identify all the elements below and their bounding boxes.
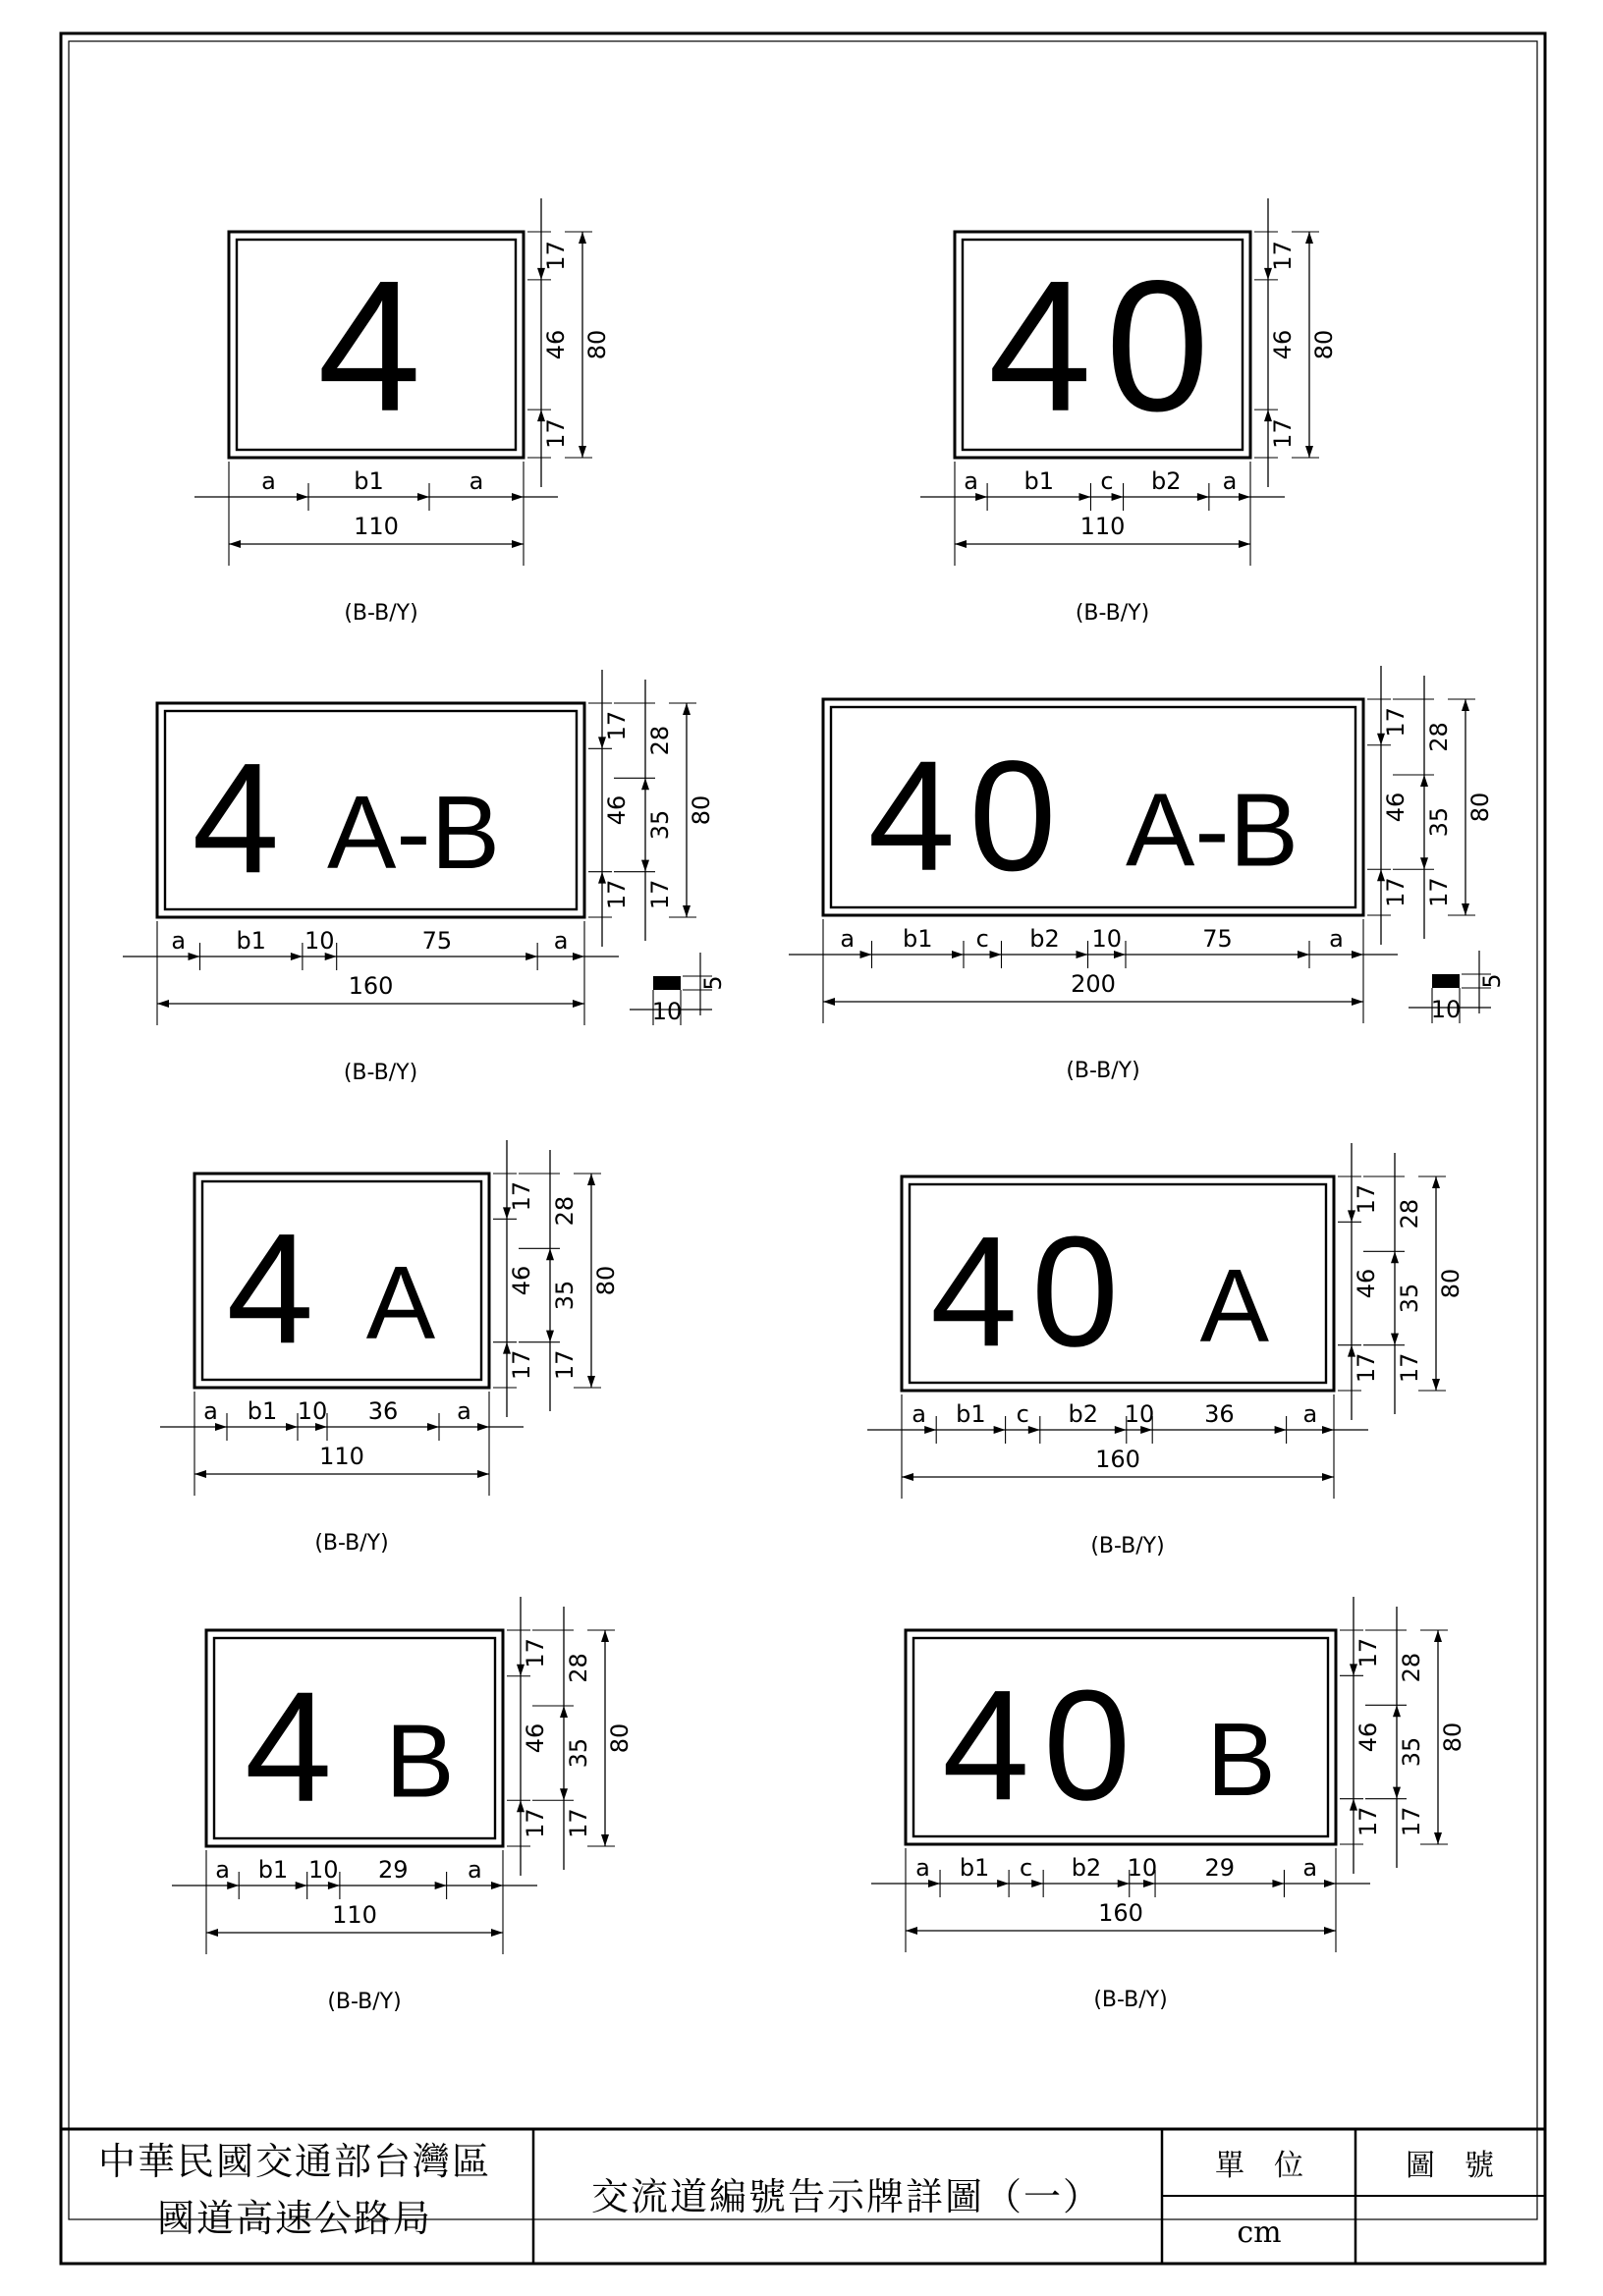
dim-v-top: 17 — [522, 1638, 549, 1668]
drawing-no-label: 圖 號 — [1406, 2149, 1494, 2183]
sign-suffix: A — [1199, 1247, 1270, 1364]
arrow-head — [955, 540, 967, 548]
arrow-head — [296, 1882, 307, 1889]
dim-h-segment: a — [203, 1397, 218, 1425]
arrow-head — [924, 1426, 936, 1434]
arrow-head — [1197, 493, 1209, 501]
arrow-head — [1322, 1473, 1334, 1481]
dim-v-inner-bot: 17 — [565, 1808, 592, 1838]
arrow-head — [683, 703, 691, 715]
dim-total-height: 80 — [583, 329, 611, 360]
arrow-head — [902, 1473, 913, 1481]
dim-h-segment: a — [553, 927, 569, 955]
dim-v-inner-bot: 17 — [646, 879, 674, 910]
dim-v-inner-top: 28 — [1425, 722, 1453, 752]
signs-layer — [123, 198, 1506, 2014]
arrow-head — [587, 1376, 595, 1388]
dim-h-segment: b1 — [236, 927, 266, 955]
arrow-head — [1462, 903, 1469, 915]
arrow-head — [1275, 1426, 1287, 1434]
dim-total-height: 80 — [606, 1722, 634, 1754]
color-code-caption: (B-B/Y) — [1075, 601, 1150, 626]
arrow-head — [573, 1000, 584, 1008]
dim-h-segment: 10 — [1124, 1400, 1155, 1428]
dim-h-segment: a — [964, 467, 978, 495]
arrow-head — [1393, 1705, 1401, 1717]
sign-number: 40 — [930, 1203, 1133, 1380]
dim-v-bot: 17 — [542, 418, 570, 449]
arrow-head — [1305, 446, 1313, 458]
sign-detail-40b — [871, 1597, 1466, 2012]
arrow-head — [229, 540, 241, 548]
dim-v-inner-bot: 17 — [1396, 1352, 1423, 1384]
dim-h-segment: a — [215, 1856, 230, 1884]
sign-number: 40 — [867, 727, 1071, 903]
sign-suffix: A — [365, 1244, 436, 1361]
arrow-head — [683, 905, 691, 917]
dim-v-top: 17 — [1354, 1637, 1382, 1668]
arrow-head — [579, 232, 586, 244]
arrow-head — [546, 1331, 554, 1342]
arrow-head — [206, 1929, 218, 1937]
arrow-head — [1272, 1880, 1284, 1887]
dim-h-segment: a — [840, 925, 856, 953]
sign-number: 4 — [245, 1658, 347, 1834]
dim-total-width: 110 — [319, 1443, 364, 1470]
arrow-head — [1432, 1379, 1440, 1391]
dim-h-segment: b1 — [257, 1856, 289, 1884]
dim-total-width: 160 — [1095, 1446, 1140, 1473]
dash-detail-block — [1432, 974, 1460, 988]
arrow-head — [990, 951, 1002, 958]
arrow-head — [286, 1423, 298, 1431]
arrow-head — [601, 1834, 609, 1846]
sign-detail-4a — [160, 1140, 620, 1556]
dim-v-mid: 46 — [1382, 792, 1410, 823]
arrow-head — [906, 1927, 917, 1935]
title-block — [61, 2129, 1545, 2264]
arrow-head — [1352, 951, 1363, 958]
agency-line-2: 國道高速公路局 — [156, 2197, 433, 2240]
arrow-head — [417, 493, 429, 501]
dim-h-segment: a — [457, 1397, 471, 1425]
dim-v-mid: 46 — [1269, 329, 1297, 360]
dim-v-inner-bot: 17 — [551, 1349, 579, 1381]
arrow-head — [435, 1882, 447, 1889]
dim-h-segment: b1 — [354, 467, 384, 495]
sign-number: 4 — [226, 1200, 328, 1377]
dim-h-segment: 75 — [421, 927, 453, 955]
dim-v-bot: 17 — [1354, 1806, 1382, 1837]
dim-h-segment: a — [1302, 1400, 1318, 1428]
arrow-head — [1239, 540, 1250, 548]
arrow-head — [1391, 1334, 1399, 1345]
dim-h-segment: a — [467, 1856, 482, 1884]
dim-v-bot: 17 — [508, 1349, 535, 1381]
dim-h-segment: b2 — [1150, 467, 1182, 495]
dim-v-bot: 17 — [522, 1808, 549, 1838]
arrow-head — [1239, 493, 1250, 501]
arrow-head — [194, 1470, 206, 1478]
dim-v-inner-top: 28 — [565, 1653, 592, 1683]
dim-h-segment: 29 — [377, 1856, 409, 1884]
arrow-head — [641, 860, 649, 872]
arrow-head — [1393, 1787, 1401, 1799]
arrow-head — [291, 953, 303, 960]
dim-total-height: 80 — [592, 1265, 620, 1296]
sign-detail-4a-b — [123, 670, 727, 1085]
arrow-head — [560, 1788, 568, 1800]
sign-detail-4b — [172, 1597, 634, 2014]
dim-h-segment: a — [469, 467, 484, 495]
sign-number: 4 — [317, 242, 435, 451]
arrow-head — [1077, 951, 1088, 958]
arrow-head — [573, 953, 584, 960]
dim-h-segment: a — [1302, 1854, 1318, 1882]
dim-total-height: 80 — [1437, 1268, 1465, 1299]
dim-v-inner-top: 28 — [646, 725, 674, 756]
arrow-head — [994, 1426, 1006, 1434]
color-code-caption: (B-B/Y) — [343, 1061, 418, 1085]
dim-v-inner-top: 28 — [551, 1195, 579, 1227]
dim-v-top: 17 — [603, 710, 631, 741]
sheet-title: 交流道編號告示牌詳圖（一） — [590, 2175, 1103, 2218]
dim-h-segment: 10 — [1127, 1854, 1158, 1882]
dim-v-top: 17 — [542, 241, 570, 271]
arrow-head — [1352, 998, 1363, 1006]
dim-total-width: 110 — [332, 1901, 377, 1929]
dim-v-mid: 46 — [508, 1265, 535, 1296]
dim-total-width: 110 — [1079, 513, 1126, 540]
arrow-head — [1078, 493, 1090, 501]
dim-h-segment: a — [171, 927, 187, 955]
dim-h-segment: 10 — [304, 927, 335, 955]
dim-total-width: 160 — [1098, 1899, 1143, 1927]
dim-total-width: 160 — [348, 972, 394, 1000]
dim-total-width: 200 — [1071, 970, 1116, 998]
sign-number: 4 — [192, 730, 294, 906]
arrow-head — [1434, 1832, 1442, 1844]
dim-h-segment: 36 — [1204, 1400, 1235, 1428]
dim-v-mid: 46 — [603, 794, 631, 826]
arrow-head — [1391, 1251, 1399, 1263]
dim-h-segment: a — [915, 1854, 930, 1882]
dash-detail-block — [653, 976, 681, 990]
arrow-head — [427, 1423, 439, 1431]
dim-v-bot: 17 — [1269, 418, 1297, 449]
arrow-head — [1324, 1927, 1336, 1935]
dash-detail-height: 5 — [699, 975, 727, 991]
arrow-head — [1432, 1176, 1440, 1188]
dim-h-segment: b2 — [1068, 1400, 1099, 1428]
dim-h-segment: b2 — [1029, 925, 1060, 953]
arrow-head — [997, 1880, 1009, 1887]
dim-h-segment: c — [1100, 467, 1114, 495]
sign-suffix: A-B — [326, 774, 501, 891]
arrow-head — [525, 953, 537, 960]
dim-v-inner-bot: 17 — [1425, 877, 1453, 907]
dim-h-segment: 10 — [1091, 925, 1123, 953]
arrow-head — [579, 446, 586, 458]
dim-h-segment: a — [1222, 467, 1238, 495]
dim-v-bot: 17 — [1353, 1352, 1380, 1384]
sign-detail-40 — [920, 198, 1338, 626]
dim-v-inner-bot: 17 — [1398, 1806, 1425, 1837]
arrow-head — [157, 1000, 169, 1008]
arrow-head — [1420, 857, 1428, 869]
sign-number: 40 — [942, 1657, 1145, 1833]
dim-h-segment: b1 — [902, 925, 933, 953]
dim-h-segment: c — [975, 925, 989, 953]
dim-h-segment: a — [1329, 925, 1344, 953]
dash-detail-width: 10 — [1430, 996, 1462, 1023]
dim-v-mid: 46 — [522, 1722, 549, 1754]
arrow-head — [491, 1929, 503, 1937]
dim-v-inner-mid: 35 — [646, 809, 674, 841]
arrow-head — [1305, 232, 1313, 244]
dim-v-inner-top: 28 — [1398, 1652, 1425, 1683]
dim-v-inner-mid: 35 — [1398, 1736, 1425, 1768]
arrow-head — [1028, 1426, 1040, 1434]
arrow-head — [952, 951, 964, 958]
dim-h-segment: c — [1020, 1854, 1033, 1882]
dim-h-segment: 36 — [367, 1397, 399, 1425]
arrow-head — [860, 951, 872, 958]
dim-h-segment: 75 — [1202, 925, 1233, 953]
arrow-head — [1434, 1630, 1442, 1642]
dim-v-inner-mid: 35 — [1396, 1283, 1423, 1314]
color-code-caption: (B-B/Y) — [327, 1990, 402, 2014]
dim-v-inner-mid: 35 — [551, 1280, 579, 1311]
dim-h-segment: b1 — [247, 1397, 278, 1425]
dim-h-segment: 29 — [1204, 1854, 1236, 1882]
dim-v-inner-top: 28 — [1396, 1198, 1423, 1230]
dim-v-mid: 46 — [542, 329, 570, 360]
dim-h-segment: 10 — [308, 1856, 339, 1884]
arrow-head — [560, 1706, 568, 1718]
dim-h-segment: c — [1016, 1400, 1029, 1428]
dim-v-mid: 46 — [1354, 1722, 1382, 1753]
dim-total-height: 80 — [1466, 792, 1494, 823]
sign-detail-40a — [867, 1143, 1465, 1558]
dim-h-segment: b1 — [959, 1854, 990, 1882]
arrow-head — [1324, 1880, 1336, 1887]
arrow-head — [1031, 1880, 1043, 1887]
dim-h-segment: 10 — [297, 1397, 328, 1425]
agency-line-1: 中華民國交通部台灣區 — [97, 2140, 492, 2183]
sign-suffix: A-B — [1125, 772, 1299, 889]
dim-v-inner-mid: 35 — [565, 1737, 592, 1769]
arrow-head — [477, 1470, 489, 1478]
dim-total-height: 80 — [1310, 329, 1338, 360]
dim-total-height: 80 — [688, 794, 715, 826]
dim-v-mid: 46 — [1353, 1268, 1380, 1299]
arrow-head — [1462, 699, 1469, 711]
arrow-head — [512, 493, 524, 501]
arrow-head — [641, 778, 649, 790]
arrow-head — [546, 1248, 554, 1260]
dim-v-top: 17 — [1353, 1183, 1380, 1215]
arrow-head — [297, 493, 308, 501]
arrow-head — [587, 1174, 595, 1185]
dim-h-segment: a — [912, 1400, 926, 1428]
color-code-caption: (B-B/Y) — [344, 601, 418, 626]
dash-detail-height: 5 — [1478, 973, 1506, 989]
sign-detail-40a-b — [789, 666, 1506, 1083]
arrow-head — [1420, 775, 1428, 787]
dim-v-bot: 17 — [603, 879, 631, 910]
dim-total-width: 110 — [354, 513, 399, 540]
dim-v-top: 17 — [1269, 241, 1297, 271]
arrow-head — [189, 953, 200, 960]
arrow-head — [823, 998, 835, 1006]
unit-label: 單 位 — [1215, 2149, 1303, 2183]
dim-h-segment: b1 — [956, 1400, 986, 1428]
dim-v-bot: 17 — [1382, 877, 1410, 907]
sign-suffix: B — [385, 1703, 455, 1820]
color-code-caption: (B-B/Y) — [314, 1531, 389, 1556]
arrow-head — [512, 540, 524, 548]
dash-detail-width: 10 — [651, 998, 683, 1025]
dim-h-segment: b2 — [1071, 1854, 1102, 1882]
arrow-head — [1322, 1426, 1334, 1434]
sign-suffix: B — [1206, 1701, 1276, 1818]
dim-v-top: 17 — [508, 1180, 535, 1212]
arrow-head — [601, 1630, 609, 1642]
color-code-caption: (B-B/Y) — [1093, 1988, 1168, 2012]
arrow-head — [477, 1423, 489, 1431]
dim-v-top: 17 — [1382, 707, 1410, 738]
sign-number: 40 — [987, 242, 1224, 451]
arrow-head — [1298, 951, 1309, 958]
unit-value: cm — [1237, 2215, 1282, 2250]
arrow-head — [491, 1882, 503, 1889]
dim-total-height: 80 — [1439, 1722, 1466, 1753]
dim-h-segment: a — [261, 467, 276, 495]
color-code-caption: (B-B/Y) — [1090, 1534, 1165, 1558]
dim-v-inner-mid: 35 — [1425, 806, 1453, 838]
dim-h-segment: b1 — [1023, 467, 1055, 495]
sign-detail-4 — [194, 198, 611, 626]
color-code-caption: (B-B/Y) — [1066, 1059, 1140, 1083]
